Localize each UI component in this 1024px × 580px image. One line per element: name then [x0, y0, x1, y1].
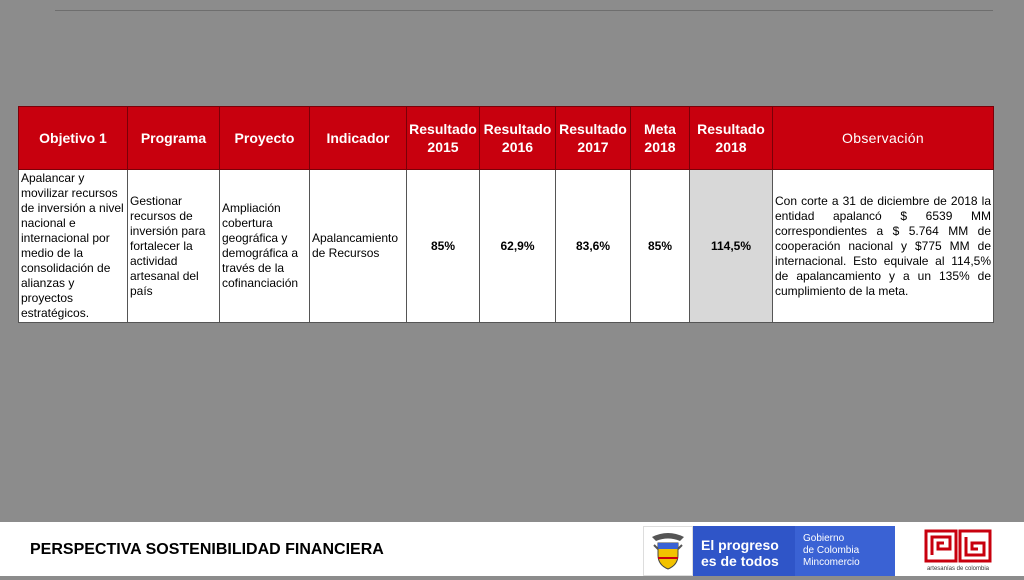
gov-name-line1: Gobierno — [803, 533, 845, 544]
header-programa: Programa — [128, 107, 220, 170]
header-indicador: Indicador — [310, 107, 407, 170]
header-objetivo: Objetivo 1 — [19, 107, 128, 170]
cell-resultado-2017: 83,6% — [556, 170, 631, 323]
cell-observacion: Con corte a 31 de diciembre de 2018 la entidad apalancó $ 6539 MM correspondientes a $ 5.764 MM de cooperación nacional y $775 MM de internacional. Esto equivale al 114,5% de apalancamiento y a un 135% de cumplimiento de la meta. — [773, 170, 994, 323]
table-header-row — [19, 107, 994, 170]
cell-resultado-2016: 62,9% — [480, 170, 556, 323]
top-divider — [55, 10, 993, 11]
gov-name — [795, 526, 895, 576]
gov-slogan-line2: es de todos — [701, 553, 779, 569]
header-proyecto: Proyecto — [220, 107, 310, 170]
cell-meta-2018: 85% — [631, 170, 690, 323]
gov-slogan-line1: El progreso — [701, 537, 779, 553]
header-resultado-2017: Resultado 2017 — [556, 107, 631, 170]
cell-indicador: Apalancamiento de Recursos — [310, 170, 407, 323]
header-observacion: Observación — [773, 107, 994, 170]
header-resultado-2016: Resultado 2016 — [480, 107, 556, 170]
gov-name-line2: de Colombia — [803, 545, 860, 556]
logo-caption: artesanías de colombia — [926, 566, 990, 572]
cell-objetivo: Apalancar y movilizar recursos de inversión a nivel nacional e internacional por medio de la consolidación de alianzas y proyectos estratégicos. — [19, 170, 128, 323]
cell-resultado-2018: 114,5% — [690, 170, 773, 323]
gov-slogan — [693, 526, 795, 576]
header-meta-2018: Meta 2018 — [631, 107, 690, 170]
footer-title: PERSPECTIVA SOSTENIBILIDAD FINANCIERA — [30, 541, 384, 558]
colombia-coat-of-arms-icon — [643, 526, 693, 576]
artesanias-logo — [920, 528, 1000, 574]
indicator-table — [18, 106, 994, 323]
government-logo-block — [643, 526, 895, 576]
artesanias-logo-icon — [920, 528, 996, 566]
header-resultado-2015: Resultado 2015 — [407, 107, 480, 170]
table-row — [19, 170, 994, 323]
gov-name-line3: Mincomercio — [803, 557, 860, 568]
cell-proyecto: Ampliación cobertura geográfica y demográfica a través de la cofinanciación — [220, 170, 310, 323]
header-resultado-2018: Resultado 2018 — [690, 107, 773, 170]
cell-programa: Gestionar recursos de inversión para fortalecer la actividad artesanal del país — [128, 170, 220, 323]
cell-resultado-2015: 85% — [407, 170, 480, 323]
